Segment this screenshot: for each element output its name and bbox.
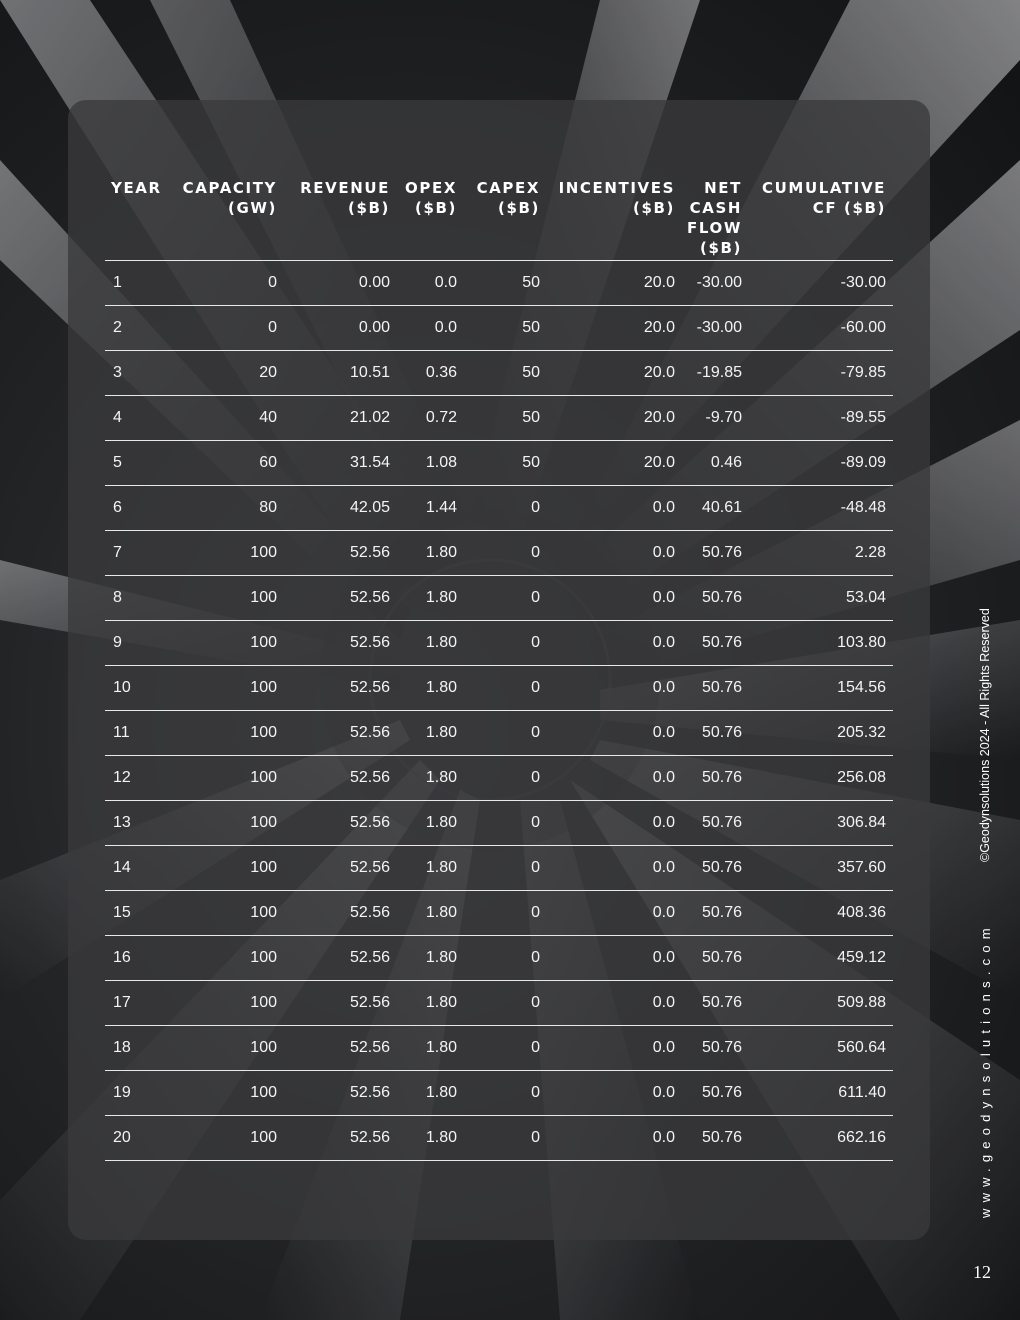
cell-incentives: 20.0 xyxy=(547,306,682,351)
table-header-row xyxy=(105,178,893,261)
cell-capex: 50 xyxy=(464,351,547,396)
cell-revenue: 52.56 xyxy=(284,981,397,1026)
cell-capacity: 100 xyxy=(168,846,284,891)
cell-incentives: 20.0 xyxy=(547,351,682,396)
cell-incentives: 20.0 xyxy=(547,396,682,441)
cell-opex: 1.44 xyxy=(397,486,464,531)
cell-incentives: 0.0 xyxy=(547,621,682,666)
cell-incentives: 0.0 xyxy=(547,666,682,711)
cell-revenue: 52.56 xyxy=(284,801,397,846)
cell-revenue: 31.54 xyxy=(284,441,397,486)
table-row xyxy=(105,1116,893,1161)
cell-capex: 0 xyxy=(464,666,547,711)
table-row xyxy=(105,846,893,891)
cell-revenue: 52.56 xyxy=(284,666,397,711)
cell-revenue: 10.51 xyxy=(284,351,397,396)
table-row xyxy=(105,711,893,756)
cell-capex: 0 xyxy=(464,711,547,756)
cell-net-cash-flow: 50.76 xyxy=(682,981,749,1026)
cell-year: 9 xyxy=(105,621,168,666)
cell-net-cash-flow: 0.46 xyxy=(682,441,749,486)
table-row xyxy=(105,621,893,666)
cell-capacity: 100 xyxy=(168,756,284,801)
cell-opex: 1.80 xyxy=(397,801,464,846)
cell-net-cash-flow: 50.76 xyxy=(682,1071,749,1116)
cell-revenue: 52.56 xyxy=(284,756,397,801)
cell-cumulative-cf: 306.84 xyxy=(749,801,893,846)
cell-revenue: 52.56 xyxy=(284,891,397,936)
cell-capacity: 100 xyxy=(168,666,284,711)
cell-capex: 50 xyxy=(464,306,547,351)
cell-revenue: 52.56 xyxy=(284,1026,397,1071)
cell-cumulative-cf: -89.09 xyxy=(749,441,893,486)
cell-year: 11 xyxy=(105,711,168,756)
cell-year: 17 xyxy=(105,981,168,1026)
column-header-cumulative-cf: CUMULATIVE CF ($B) xyxy=(749,178,893,261)
cell-year: 8 xyxy=(105,576,168,621)
cell-capex: 0 xyxy=(464,936,547,981)
column-header-opex: OPEX ($B) xyxy=(397,178,464,261)
table-row xyxy=(105,441,893,486)
cell-cumulative-cf: 256.08 xyxy=(749,756,893,801)
column-header-capex: CAPEX ($B) xyxy=(464,178,547,261)
cell-net-cash-flow: -30.00 xyxy=(682,261,749,306)
cell-opex: 1.80 xyxy=(397,756,464,801)
cell-cumulative-cf: -30.00 xyxy=(749,261,893,306)
cell-capex: 0 xyxy=(464,531,547,576)
cell-cumulative-cf: 560.64 xyxy=(749,1026,893,1071)
cell-incentives: 0.0 xyxy=(547,801,682,846)
cell-capacity: 0 xyxy=(168,261,284,306)
cell-year: 19 xyxy=(105,1071,168,1116)
table-body xyxy=(105,261,893,1161)
cell-year: 10 xyxy=(105,666,168,711)
cell-net-cash-flow: 50.76 xyxy=(682,801,749,846)
cell-cumulative-cf: 662.16 xyxy=(749,1116,893,1161)
cell-opex: 0.36 xyxy=(397,351,464,396)
cell-capacity: 100 xyxy=(168,801,284,846)
table-row xyxy=(105,981,893,1026)
cell-year: 13 xyxy=(105,801,168,846)
cell-opex: 1.80 xyxy=(397,531,464,576)
cell-cumulative-cf: -60.00 xyxy=(749,306,893,351)
column-header-capacity: CAPACITY (GW) xyxy=(168,178,284,261)
cell-net-cash-flow: 40.61 xyxy=(682,486,749,531)
cell-capex: 50 xyxy=(464,441,547,486)
cell-year: 3 xyxy=(105,351,168,396)
cell-net-cash-flow: 50.76 xyxy=(682,936,749,981)
cell-opex: 1.08 xyxy=(397,441,464,486)
cell-year: 4 xyxy=(105,396,168,441)
cell-revenue: 21.02 xyxy=(284,396,397,441)
table-row xyxy=(105,936,893,981)
cell-opex: 1.80 xyxy=(397,981,464,1026)
cell-capacity: 100 xyxy=(168,1116,284,1161)
copyright-notice: ©Geodynsolutions 2024 - All Rights Reserved xyxy=(978,608,992,862)
cell-year: 14 xyxy=(105,846,168,891)
cell-year: 16 xyxy=(105,936,168,981)
cell-capex: 50 xyxy=(464,261,547,306)
cell-year: 20 xyxy=(105,1116,168,1161)
cell-cumulative-cf: -89.55 xyxy=(749,396,893,441)
cell-opex: 1.80 xyxy=(397,846,464,891)
cell-capacity: 100 xyxy=(168,981,284,1026)
table-row xyxy=(105,891,893,936)
cell-net-cash-flow: 50.76 xyxy=(682,666,749,711)
cell-year: 18 xyxy=(105,1026,168,1071)
cell-capex: 0 xyxy=(464,1026,547,1071)
cell-cumulative-cf: 2.28 xyxy=(749,531,893,576)
cell-net-cash-flow: -9.70 xyxy=(682,396,749,441)
table-row xyxy=(105,396,893,441)
cell-capacity: 100 xyxy=(168,1071,284,1116)
cell-cumulative-cf: 459.12 xyxy=(749,936,893,981)
cell-capacity: 100 xyxy=(168,621,284,666)
cell-cumulative-cf: -79.85 xyxy=(749,351,893,396)
table-row xyxy=(105,756,893,801)
cell-net-cash-flow: 50.76 xyxy=(682,1116,749,1161)
cell-year: 7 xyxy=(105,531,168,576)
website-link[interactable]: www.geodynsolutions.com xyxy=(978,922,993,1218)
cell-opex: 1.80 xyxy=(397,936,464,981)
cell-net-cash-flow: 50.76 xyxy=(682,891,749,936)
cell-capacity: 100 xyxy=(168,891,284,936)
cell-revenue: 52.56 xyxy=(284,936,397,981)
cell-net-cash-flow: 50.76 xyxy=(682,621,749,666)
cell-opex: 0.0 xyxy=(397,306,464,351)
cell-revenue: 0.00 xyxy=(284,261,397,306)
cell-net-cash-flow: 50.76 xyxy=(682,1026,749,1071)
table-row xyxy=(105,801,893,846)
cell-revenue: 52.56 xyxy=(284,846,397,891)
cell-capacity: 100 xyxy=(168,936,284,981)
table-row xyxy=(105,261,893,306)
cell-incentives: 0.0 xyxy=(547,711,682,756)
cell-year: 5 xyxy=(105,441,168,486)
cell-cumulative-cf: 205.32 xyxy=(749,711,893,756)
cell-capex: 0 xyxy=(464,801,547,846)
cell-capex: 50 xyxy=(464,396,547,441)
cell-revenue: 52.56 xyxy=(284,711,397,756)
cell-cumulative-cf: 357.60 xyxy=(749,846,893,891)
table-row xyxy=(105,306,893,351)
cell-capacity: 0 xyxy=(168,306,284,351)
financial-projection-table xyxy=(105,178,893,1161)
cell-net-cash-flow: 50.76 xyxy=(682,711,749,756)
cell-year: 6 xyxy=(105,486,168,531)
cell-opex: 1.80 xyxy=(397,1116,464,1161)
cell-cumulative-cf: 53.04 xyxy=(749,576,893,621)
cell-revenue: 52.56 xyxy=(284,531,397,576)
cell-opex: 1.80 xyxy=(397,1026,464,1071)
cell-net-cash-flow: 50.76 xyxy=(682,531,749,576)
cell-cumulative-cf: 154.56 xyxy=(749,666,893,711)
cell-capex: 0 xyxy=(464,981,547,1026)
cell-net-cash-flow: -19.85 xyxy=(682,351,749,396)
cell-opex: 1.80 xyxy=(397,666,464,711)
column-header-net-cash-flow: NET CASH FLOW ($B) xyxy=(682,178,749,261)
table-row xyxy=(105,486,893,531)
cell-revenue: 42.05 xyxy=(284,486,397,531)
cell-incentives: 0.0 xyxy=(547,846,682,891)
cell-opex: 1.80 xyxy=(397,1071,464,1116)
cell-incentives: 0.0 xyxy=(547,576,682,621)
cell-incentives: 0.0 xyxy=(547,486,682,531)
cell-year: 15 xyxy=(105,891,168,936)
cell-capacity: 40 xyxy=(168,396,284,441)
cell-capex: 0 xyxy=(464,1071,547,1116)
page-number: 12 xyxy=(973,1262,991,1282)
table-row xyxy=(105,666,893,711)
cell-capacity: 100 xyxy=(168,711,284,756)
cell-opex: 0.0 xyxy=(397,261,464,306)
cell-incentives: 0.0 xyxy=(547,1071,682,1116)
cell-capex: 0 xyxy=(464,486,547,531)
cell-capacity: 100 xyxy=(168,531,284,576)
cell-net-cash-flow: 50.76 xyxy=(682,756,749,801)
table-row xyxy=(105,1026,893,1071)
cell-incentives: 0.0 xyxy=(547,981,682,1026)
cell-net-cash-flow: 50.76 xyxy=(682,846,749,891)
cell-year: 2 xyxy=(105,306,168,351)
cell-cumulative-cf: -48.48 xyxy=(749,486,893,531)
cell-capex: 0 xyxy=(464,621,547,666)
cell-net-cash-flow: -30.00 xyxy=(682,306,749,351)
table-row xyxy=(105,531,893,576)
cell-capex: 0 xyxy=(464,846,547,891)
cell-year: 12 xyxy=(105,756,168,801)
cell-opex: 0.72 xyxy=(397,396,464,441)
financial-table-container xyxy=(105,178,893,1161)
cell-incentives: 0.0 xyxy=(547,891,682,936)
column-header-incentives: INCENTIVES ($B) xyxy=(547,178,682,261)
cell-revenue: 52.56 xyxy=(284,1071,397,1116)
cell-cumulative-cf: 408.36 xyxy=(749,891,893,936)
cell-capex: 0 xyxy=(464,576,547,621)
cell-revenue: 52.56 xyxy=(284,1116,397,1161)
cell-incentives: 20.0 xyxy=(547,261,682,306)
cell-capex: 0 xyxy=(464,756,547,801)
cell-opex: 1.80 xyxy=(397,576,464,621)
cell-capex: 0 xyxy=(464,891,547,936)
cell-opex: 1.80 xyxy=(397,711,464,756)
cell-capacity: 60 xyxy=(168,441,284,486)
cell-capacity: 100 xyxy=(168,576,284,621)
cell-opex: 1.80 xyxy=(397,621,464,666)
cell-year: 1 xyxy=(105,261,168,306)
cell-incentives: 0.0 xyxy=(547,936,682,981)
cell-net-cash-flow: 50.76 xyxy=(682,576,749,621)
cell-revenue: 52.56 xyxy=(284,576,397,621)
table-row xyxy=(105,576,893,621)
cell-capacity: 80 xyxy=(168,486,284,531)
cell-incentives: 0.0 xyxy=(547,756,682,801)
cell-cumulative-cf: 103.80 xyxy=(749,621,893,666)
cell-incentives: 20.0 xyxy=(547,441,682,486)
column-header-revenue: REVENUE ($B) xyxy=(284,178,397,261)
cell-revenue: 52.56 xyxy=(284,621,397,666)
cell-opex: 1.80 xyxy=(397,891,464,936)
cell-revenue: 0.00 xyxy=(284,306,397,351)
table-row xyxy=(105,351,893,396)
table-row xyxy=(105,1071,893,1116)
cell-capacity: 100 xyxy=(168,1026,284,1071)
cell-capacity: 20 xyxy=(168,351,284,396)
cell-capex: 0 xyxy=(464,1116,547,1161)
cell-incentives: 0.0 xyxy=(547,1026,682,1071)
cell-incentives: 0.0 xyxy=(547,1116,682,1161)
cell-cumulative-cf: 611.40 xyxy=(749,1071,893,1116)
cell-incentives: 0.0 xyxy=(547,531,682,576)
cell-cumulative-cf: 509.88 xyxy=(749,981,893,1026)
column-header-year: YEAR xyxy=(105,178,168,261)
